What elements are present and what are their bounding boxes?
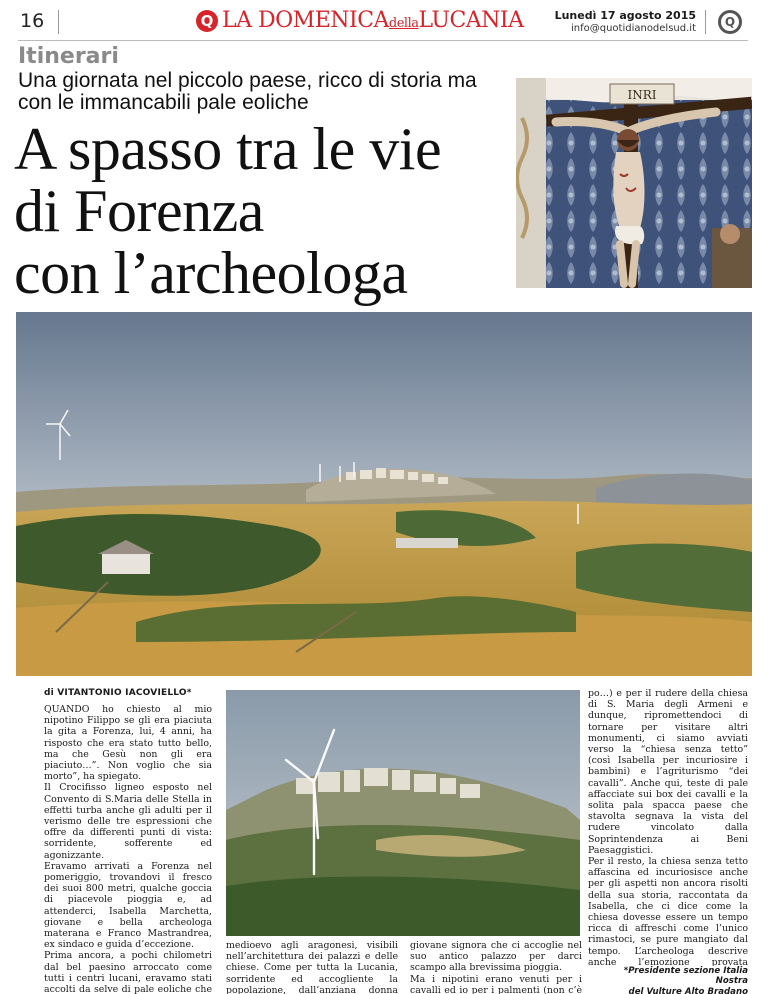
dateline: [555, 9, 696, 35]
crucifix-illustration: [516, 78, 752, 288]
article-column-1: QUANDO ho chiesto al mio nipotino Filippo se gli era piaciuta la gita a Forenza, lui, 4 anni, ha risposto che era stato tutto bello, ma che Gesù non gli era piaciuto…”. Non voglio che sia morto”, ha spiegato. Il Crocifisso ligneo esposto nel Convento di S.Maria delle Stella in effetti turba anche gli adulti per il verismo delle tre espressioni che offre da differenti punti di vista: sorridente, sofferente ed agonizzante. Eravamo arrivati a Forenza nel pomeriggio, trovandovi il fresco dei suoi 800 metri, qualche goccia di piacevole pioggia e, ad attenderci, Isabella Marchetta, giovane e bella archeologa materana e Franco Mastrandrea, ex sindaco e guida d’eccezione. Prima ancora, a pochi chilometri dal bel paesino arroccato come tutti i centri lucani, eravamo stati accolti da selve di pale eoliche che: [44, 704, 212, 994]
article-subtitle: Una giornata nel piccolo paese, ricco di storia ma con le immancabili pale eoliche: [18, 69, 477, 114]
author-signature: [600, 966, 748, 994]
forenza-landscape-photo: [16, 312, 752, 676]
issue-date: Lunedì 17 agosto 2015: [554, 9, 696, 22]
newspaper-logo: [222, 8, 524, 33]
section-kicker: Itinerari: [18, 44, 119, 69]
headline-line: A spasso tra le vie: [14, 116, 442, 182]
forenza-town-photo: [226, 690, 580, 936]
logo-part-della: della: [388, 16, 419, 31]
article-column-3: giovane signora che ci accoglie nel suo antico palazzo per darci scampo alla brevissima pioggia. Ma i nipotini erano venuti per i cavalli ed io per i palmenti (non c’è: [410, 940, 582, 994]
signature-line: del Vulture Alto Bradano: [628, 986, 748, 994]
headline-line: di Forenza: [14, 178, 264, 244]
landscape-illustration: [16, 312, 752, 676]
masthead: [0, 0, 768, 44]
article-column-2: medioevo agli aragonesi, visibili nell’architettura dei palazzi e delle chiese. Come per tutta la Lucania, sorridente ed accogliente la popolazione, dall’anziana donna: [226, 940, 398, 994]
signature-line: *Presidente sezione Italia Nostra: [623, 966, 748, 987]
page-number-divider: [58, 10, 59, 34]
newspaper-logo-icon: Q: [196, 10, 218, 32]
page-number: 16: [20, 10, 45, 32]
logo-part-lucania: LUCANIA: [418, 8, 524, 33]
article-headline: [14, 118, 504, 304]
headline-line: con l’archeologa: [14, 240, 408, 306]
contact-email: info@quotidianodelsud.it: [570, 23, 696, 34]
corner-divider: [705, 10, 706, 34]
article-byline: di VITANTONIO IACOVIELLO*: [44, 688, 192, 698]
crucifix-inscription: INRI: [627, 88, 657, 102]
corner-logo-icon: Q: [718, 10, 742, 34]
article-column-4: po…) e per il rudere della chiesa di S. Maria degli Armeni e dunque, ripromettendoci di tornare per visitare altri monumenti, ci siamo avviati verso la “chiesa senza tetto” (così Isabella per incuriosire i bambini) e l’agriturismo “dei cavalli”. Anche qui, teste di pale affacciate sui box dei cavalli e la solita pala spacca paese che stavolta segnava la vista del rudere vincolato dalla Soprintendenza ai Beni Paesaggistici. Per il resto, la chiesa senza tetto affascina ed incuriosisce anche per gli aspetti non ancora risolti della sua storia, raccontata da Isabella, che ci dice come la chiesa dovesse essere un tempo ricca di affreschi come l’unico rimastoci, se pure mangiato dal tempo. L’archeologa descrive anche l’emozione provata: [588, 688, 748, 966]
crucifix-photo: [516, 78, 752, 288]
town-illustration: [226, 690, 580, 936]
masthead-rule: [18, 40, 748, 41]
logo-part-la-domenica: LA DOMENICA: [222, 8, 389, 33]
